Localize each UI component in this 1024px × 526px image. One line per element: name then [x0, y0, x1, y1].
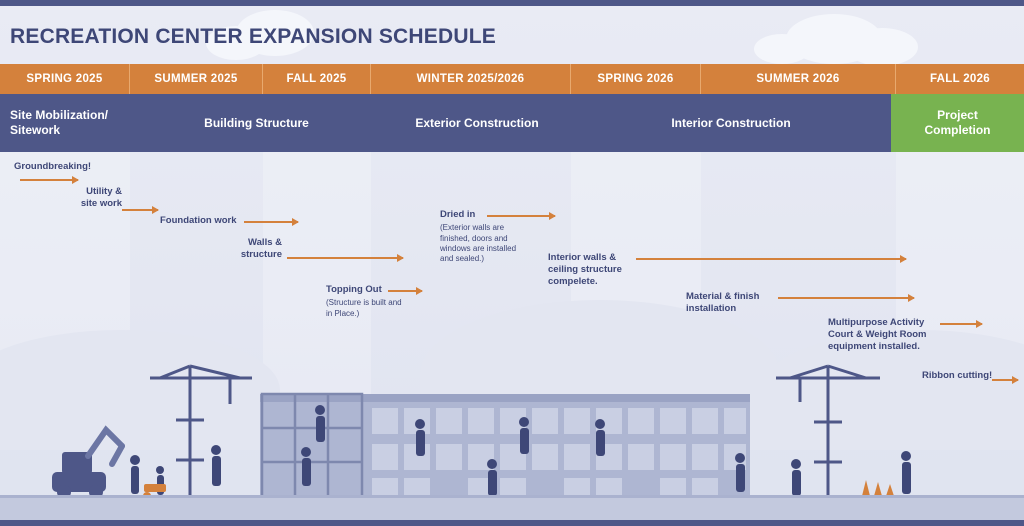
- phase-label-line1: Exterior Construction: [415, 115, 539, 130]
- season-fall-2026[interactable]: FALL 2026: [929, 73, 990, 85]
- milestone-dried-in[interactable]: [440, 209, 518, 265]
- phase-label-line2: Completion: [924, 123, 991, 137]
- milestone-title: Walls & structure: [240, 237, 282, 261]
- phase-label-line2: Sitework: [10, 123, 61, 137]
- milestone-arrow: [388, 290, 422, 292]
- milestone-title: Material & finish installation: [686, 291, 760, 315]
- season-fall-2025[interactable]: FALL 2025: [263, 64, 371, 94]
- milestone-title: Topping Out: [326, 284, 382, 295]
- phase-building-structure[interactable]: [130, 94, 383, 152]
- milestone-groundbreaking[interactable]: [14, 161, 114, 173]
- phase-label-line1: Interior Construction: [671, 115, 791, 130]
- milestone-arrow: [122, 209, 158, 211]
- season-spring-2025[interactable]: SPRING 2025: [0, 64, 130, 94]
- milestone-arrow: [244, 221, 298, 223]
- phase-label-line1: Site Mobilization/: [10, 108, 108, 122]
- season-winter-2025-2026[interactable]: WINTER 2025/2026: [371, 64, 571, 94]
- milestone-title: Interior walls & ceiling structure compelete.: [548, 252, 622, 288]
- milestone-title: Ribbon cutting!: [922, 370, 993, 381]
- season-header-bar: [0, 64, 1024, 94]
- page-title: RECREATION CENTER EXPANSION SCHEDULE: [10, 25, 496, 48]
- phase-bar: [0, 94, 1024, 152]
- milestone-arrow: [287, 257, 403, 259]
- milestone-title: Dried in: [440, 209, 476, 220]
- cloud-icon: [754, 34, 810, 64]
- milestone-foundation-work[interactable]: [160, 215, 240, 227]
- season-summer-2026[interactable]: SUMMER 2026: [701, 64, 896, 94]
- milestone-arrow: [636, 258, 906, 260]
- milestone-equipment-installed[interactable]: [828, 317, 936, 353]
- milestone-arrow: [940, 323, 982, 325]
- milestone-walls-structure[interactable]: [238, 237, 282, 261]
- milestone-interior-walls-ceiling[interactable]: [548, 252, 632, 288]
- milestone-title: Groundbreaking!: [14, 161, 92, 172]
- milestone-title: Utility & site work: [80, 186, 122, 210]
- phase-exterior-construction[interactable]: [383, 94, 571, 152]
- milestone-title: Foundation work: [160, 215, 237, 226]
- milestone-utility-site-work[interactable]: [80, 186, 122, 210]
- season-summer-2025[interactable]: SUMMER 2025: [130, 64, 263, 94]
- phase-project-completion[interactable]: [891, 94, 1024, 152]
- cloud-icon: [846, 28, 918, 66]
- milestone-arrow: [778, 297, 914, 299]
- phase-site-mobilization[interactable]: [0, 94, 130, 152]
- ground-strip: [0, 498, 1024, 520]
- top-accent-bar: [0, 0, 1024, 6]
- bottom-accent-bar: [0, 520, 1024, 526]
- milestone-subtext: (Exterior walls are finished, doors and windows are installed and sealed.): [440, 223, 517, 264]
- milestone-arrow: [487, 215, 555, 217]
- milestone-material-finish-installation[interactable]: [686, 291, 776, 315]
- season-spring-2026[interactable]: SPRING 2026: [571, 64, 701, 94]
- phase-label-line1: Project: [937, 108, 978, 122]
- phase-label-line1: Building Structure: [204, 115, 309, 130]
- milestone-subtext: (Structure is built and in Place.): [326, 298, 402, 318]
- milestone-title: Multipurpose Activity Court & Weight Room equipment installed.: [828, 317, 927, 353]
- phase-interior-construction[interactable]: [571, 94, 891, 152]
- milestone-arrow: [20, 179, 78, 181]
